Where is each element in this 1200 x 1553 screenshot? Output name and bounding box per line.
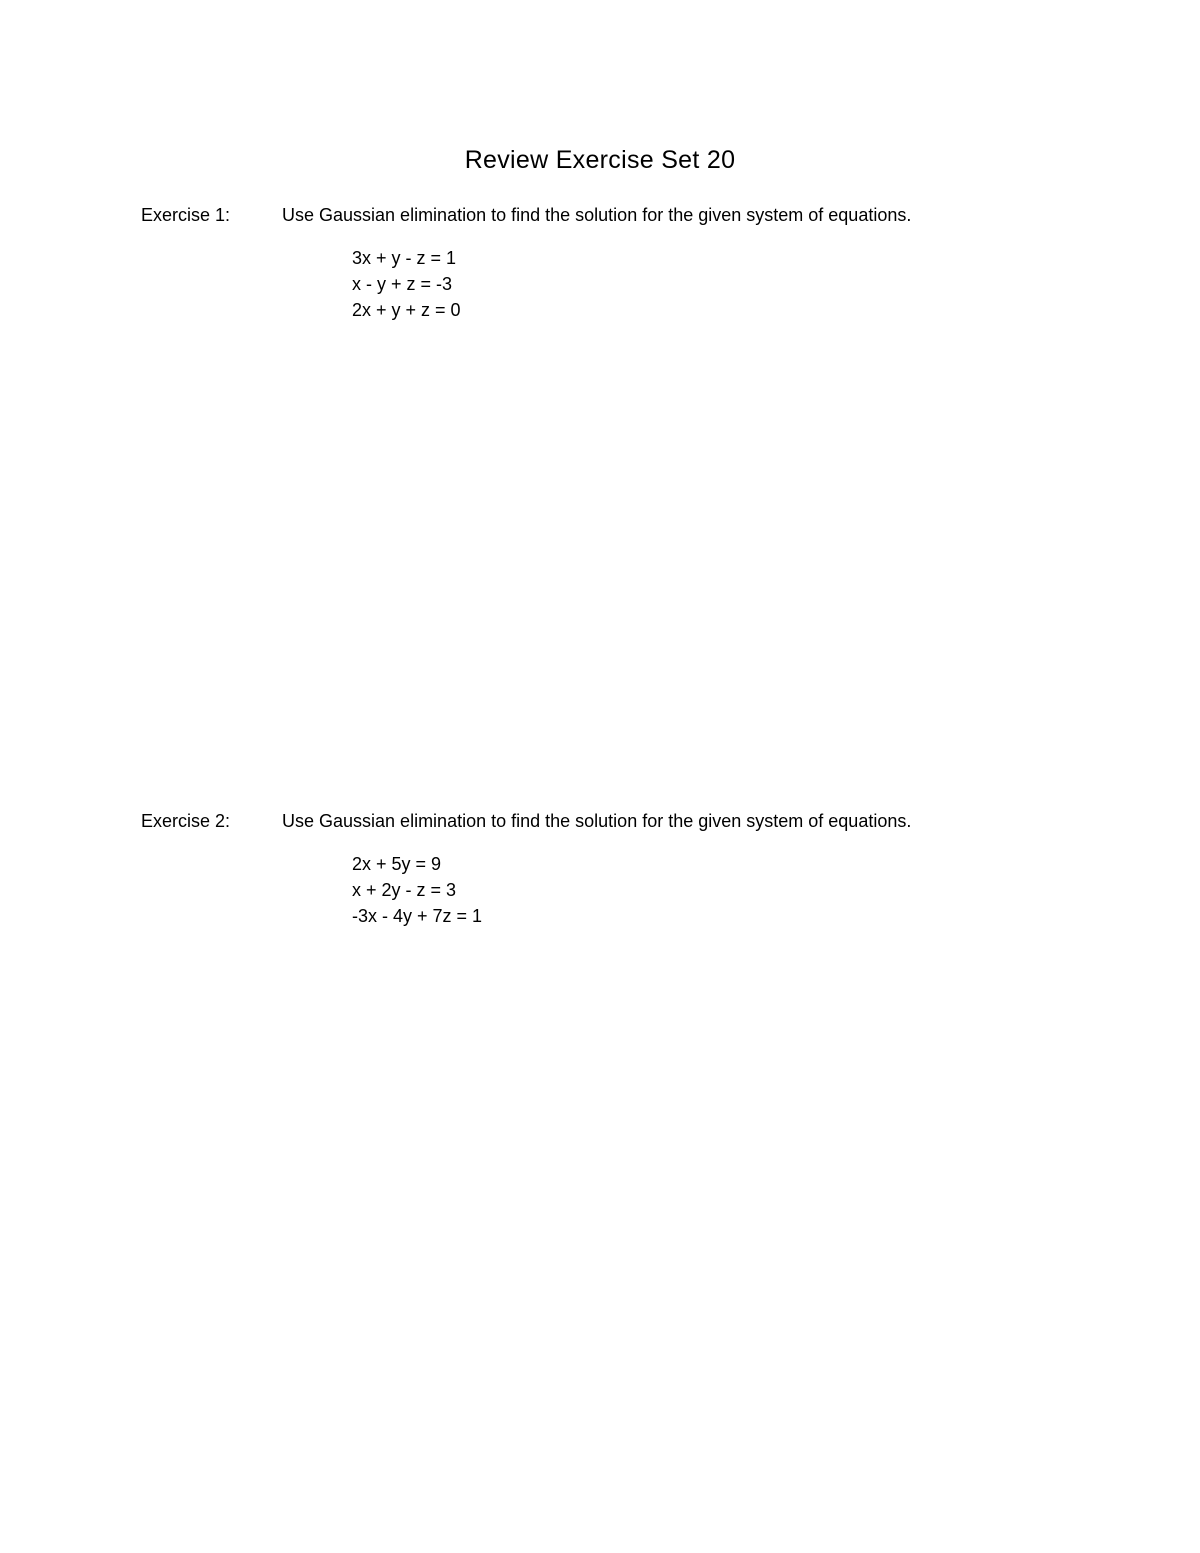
equation: -3x - 4y + 7z = 1 — [352, 906, 483, 926]
exercise-label: Exercise 1: — [141, 205, 231, 225]
exercise-label: Exercise 2: — [141, 811, 231, 831]
page-title: Review Exercise Set 20 — [464, 146, 736, 174]
equation-system — [352, 851, 482, 929]
equation: 3x + y - z = 1 — [352, 248, 457, 268]
equation: x + 2y - z = 3 — [352, 880, 457, 900]
equation-system — [352, 245, 461, 323]
exercise-instruction: Use Gaussian elimination to find the solution for the given system of equations. — [282, 205, 912, 225]
equation: 2x + 5y = 9 — [352, 854, 442, 874]
equation: 2x + y + z = 0 — [352, 300, 461, 320]
exercise-instruction: Use Gaussian elimination to find the solution for the given system of equations. — [282, 811, 912, 831]
equation: x - y + z = -3 — [352, 274, 453, 294]
